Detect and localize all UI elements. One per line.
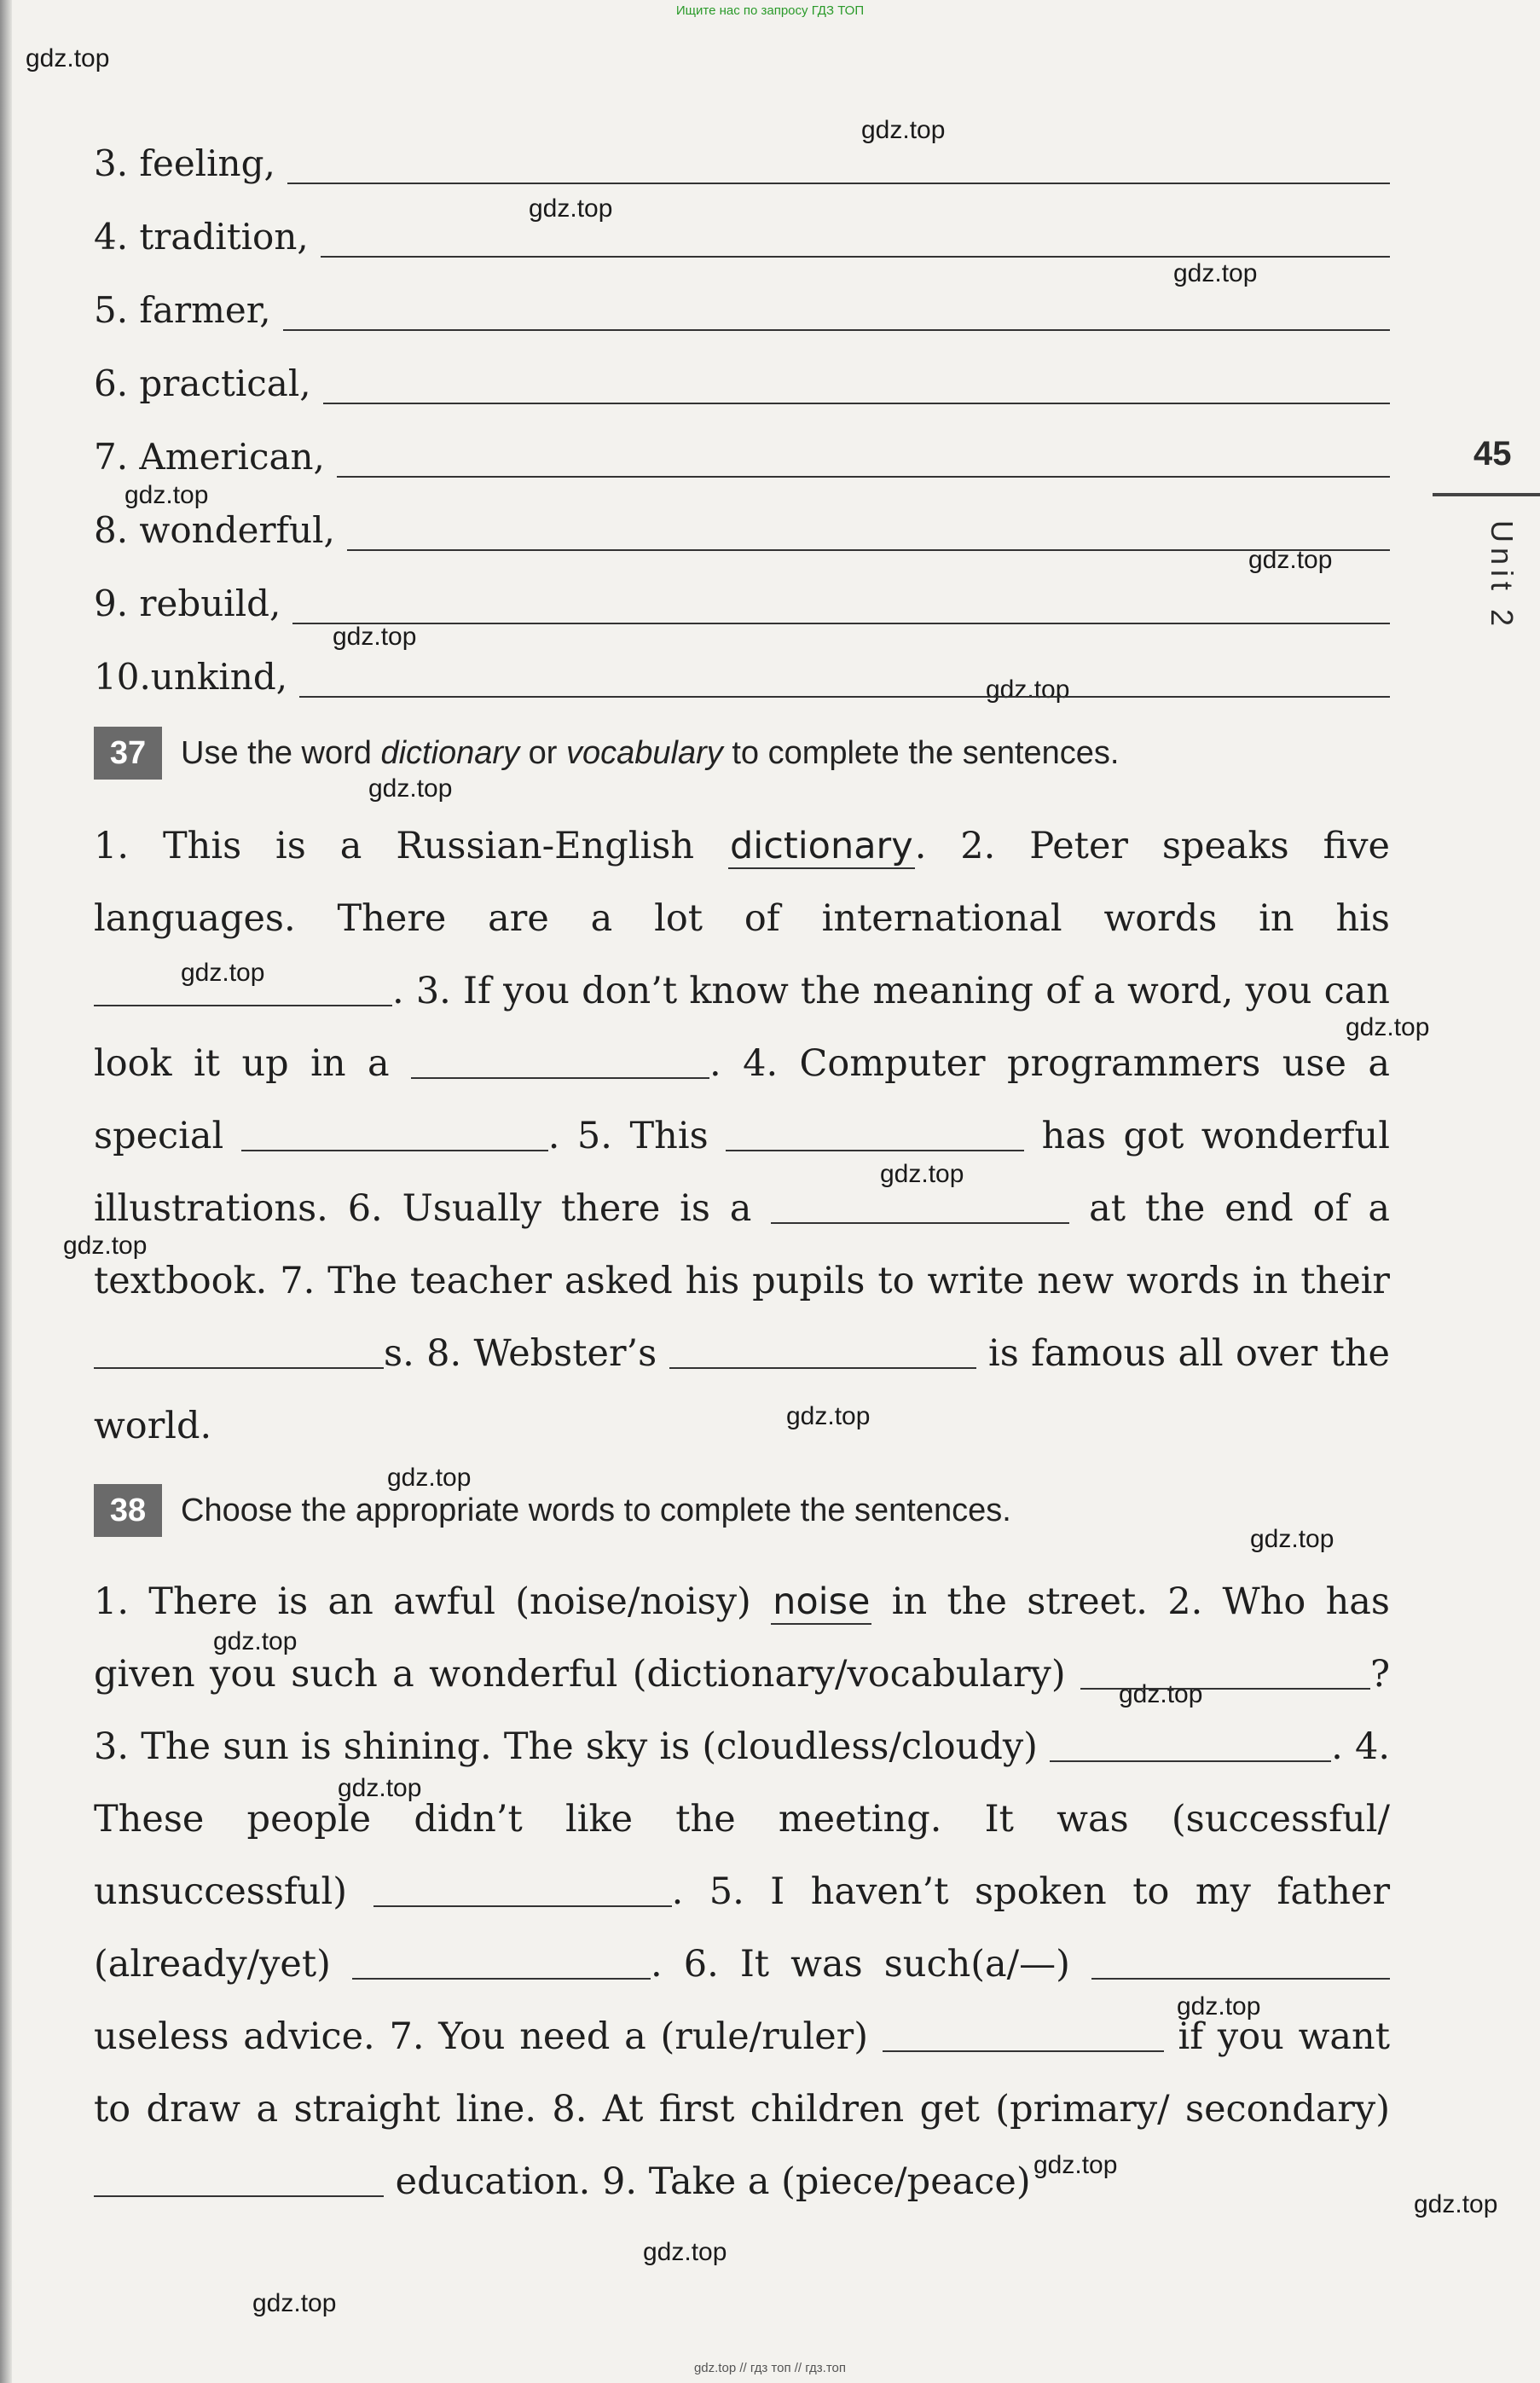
answer-blank[interactable] bbox=[94, 2161, 384, 2197]
watermark: gdz.top bbox=[1248, 546, 1333, 574]
exercise-37-text: 1. This is a Russian-English dictionary. 2. Peter speaks five languages. There are a lot of international words in his . 3. If you don’t know the meaning of a word, you can look it up in a . 4. Computer programmers use a special . 5. This has got wonderful illustrations. 6. Usually there is a at the end of a textbook. 7. The teacher asked his pupils to write new words in their s. 8. Webster’s is famous all over the world. bbox=[94, 825, 1391, 1447]
answer-blank[interactable] bbox=[411, 1043, 709, 1079]
word-item: 5. farmer, bbox=[94, 283, 1390, 338]
answer-blank[interactable] bbox=[1080, 1654, 1370, 1690]
filled-answer: noise bbox=[773, 1580, 871, 1623]
word-item: 9. rebuild, bbox=[94, 577, 1390, 631]
word-item: 4. tradition, bbox=[94, 210, 1390, 264]
watermark: gdz.top bbox=[861, 116, 946, 144]
answer-blank[interactable] bbox=[883, 2016, 1164, 2052]
exercise-38-header bbox=[94, 1484, 1390, 1537]
answer-line[interactable] bbox=[299, 657, 1390, 698]
exercise-number-badge: 37 bbox=[94, 727, 162, 780]
watermark: gdz.top bbox=[63, 1232, 148, 1260]
answer-blank[interactable] bbox=[94, 1333, 384, 1369]
watermark: gdz.top bbox=[1173, 259, 1258, 287]
answer-line[interactable] bbox=[287, 143, 1390, 184]
watermark: gdz.top bbox=[1346, 1013, 1430, 1041]
unit-label: Unit 2 bbox=[1485, 520, 1520, 632]
answer-blank[interactable] bbox=[771, 1188, 1069, 1224]
answer-line[interactable] bbox=[292, 583, 1390, 624]
watermark: gdz.top bbox=[124, 481, 209, 509]
answer-blank[interactable] bbox=[352, 1944, 651, 1980]
top-banner: Ищите нас по запросу ГДЗ ТОП bbox=[675, 3, 865, 18]
watermark: gdz.top bbox=[368, 774, 453, 803]
answer-line[interactable] bbox=[337, 437, 1390, 478]
word-item: 10.unkind, bbox=[94, 650, 1390, 704]
bottom-banner: gdz.top // гдз топ // гдз.топ bbox=[693, 2361, 847, 2375]
watermark: gdz.top bbox=[880, 1160, 964, 1188]
exercise-number-badge: 38 bbox=[94, 1484, 162, 1537]
watermark: gdz.top bbox=[252, 2289, 337, 2317]
answer-blank[interactable] bbox=[373, 1871, 672, 1907]
word-item: 3. feeling, bbox=[94, 136, 1390, 191]
answer-line[interactable] bbox=[283, 290, 1390, 331]
page-number: 45 bbox=[1473, 435, 1512, 473]
answer-line[interactable] bbox=[323, 363, 1390, 404]
exercise-37-header bbox=[94, 727, 1390, 780]
answer-blank[interactable] bbox=[1091, 1944, 1390, 1980]
word-item: 8. wonderful, bbox=[94, 503, 1390, 558]
watermark: gdz.top bbox=[26, 44, 110, 72]
watermark: gdz.top bbox=[786, 1402, 871, 1430]
exercise-instruction: Use the word dictionary or vocabulary to complete the sentences. bbox=[181, 734, 1120, 771]
answer-blank[interactable] bbox=[726, 1116, 1024, 1151]
watermark: gdz.top bbox=[1414, 2190, 1498, 2218]
watermark: gdz.top bbox=[338, 1774, 422, 1802]
word-item: 7. American, bbox=[94, 430, 1390, 484]
watermark: gdz.top bbox=[1119, 1680, 1203, 1708]
exercise-38-text: 1. There is an awful (noise/noisy) noise in the street. 2. Who has given you such a wonderful (dictionary/vocabulary) ? 3. The sun is shining. The sky is (cloudless/cloudy) . 4. These people didn’t like the meeting. It was (successful/ unsuccessful) . 5. I haven’t spoken to my father (already/yet) . 6. It was such(a/—) useless advice. 7. You need a (rule/ruler) if you want to draw a straight line. 8. At first children get (primary/ secondary) education. 9. Take a (piece/peace) bbox=[94, 1580, 1391, 2203]
watermark: gdz.top bbox=[387, 1464, 472, 1492]
watermark: gdz.top bbox=[1033, 2151, 1118, 2179]
watermark: gdz.top bbox=[643, 2238, 727, 2266]
answer-blank[interactable] bbox=[669, 1333, 976, 1369]
watermark: gdz.top bbox=[986, 675, 1070, 704]
answer-line[interactable] bbox=[321, 217, 1390, 258]
watermark: gdz.top bbox=[529, 194, 613, 223]
watermark: gdz.top bbox=[213, 1627, 298, 1655]
watermark: gdz.top bbox=[1177, 1992, 1261, 2021]
answer-line[interactable] bbox=[347, 510, 1390, 551]
page-number-rule bbox=[1433, 493, 1540, 496]
filled-answer: dictionary bbox=[729, 825, 913, 867]
watermark: gdz.top bbox=[181, 959, 265, 987]
word-item: 6. practical, bbox=[94, 357, 1390, 411]
book-spine-shadow bbox=[0, 0, 12, 2383]
watermark: gdz.top bbox=[333, 623, 417, 651]
answer-blank[interactable] bbox=[241, 1116, 548, 1151]
answer-blank[interactable] bbox=[1050, 1726, 1331, 1762]
watermark: gdz.top bbox=[1250, 1525, 1334, 1553]
exercise-instruction: Choose the appropriate words to complete the sentences. bbox=[181, 1492, 1011, 1528]
answer-blank[interactable] bbox=[94, 971, 392, 1006]
